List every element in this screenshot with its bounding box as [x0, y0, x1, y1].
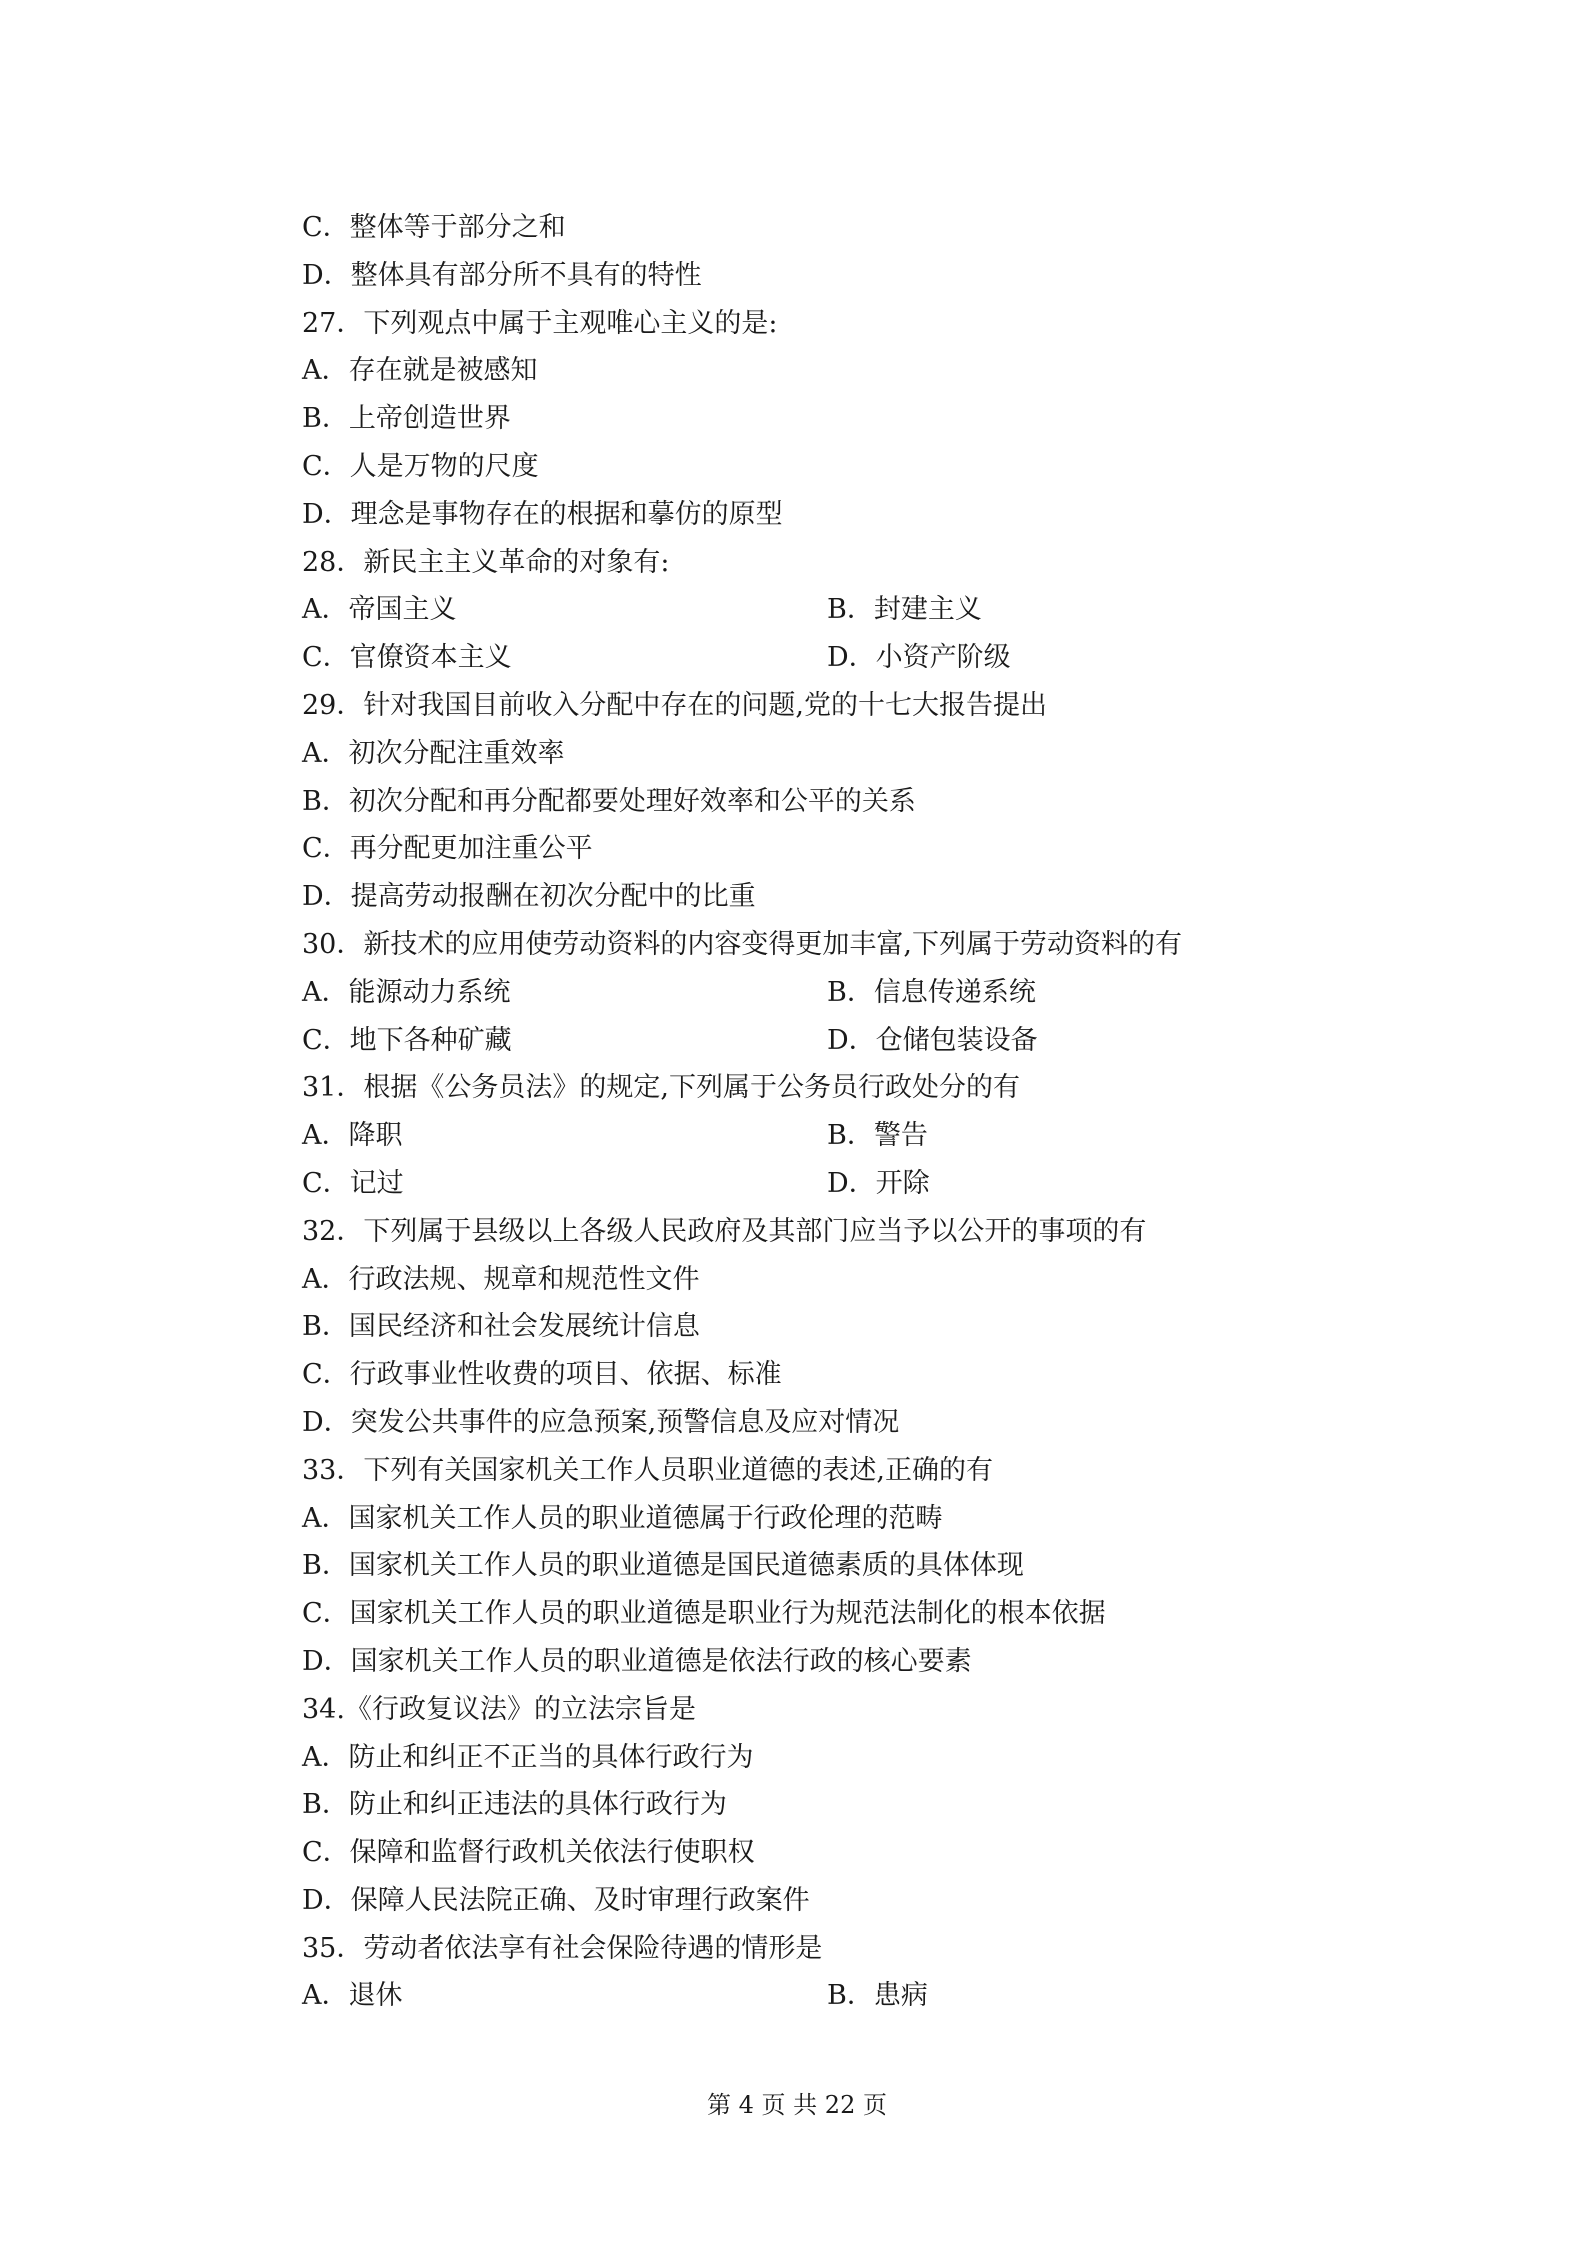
- line-text: D．整体具有部分所不具有的特性: [302, 259, 702, 291]
- line-text: C．国家机关工作人员的职业道德是职业行为规范法制化的根本依据: [302, 1598, 1106, 1630]
- text-line: [302, 1208, 1302, 1256]
- line-text: C．行政事业性收费的项目、依据、标准: [302, 1359, 782, 1391]
- line-text: C．保障和监督行政机关依法行使职权: [302, 1837, 755, 1869]
- line-text: B．国民经济和社会发展统计信息: [302, 1311, 700, 1343]
- text-line: [302, 1351, 1302, 1399]
- line-text: D．理念是事物存在的根据和摹仿的原型: [302, 498, 783, 530]
- text-line: [302, 1638, 1302, 1686]
- text-line: [302, 969, 1302, 1017]
- text-line: [302, 347, 1302, 395]
- page-footer: 第 4 页 共 22 页: [707, 2091, 887, 2119]
- text-line: [302, 1542, 1302, 1590]
- line-text-right: B．患病: [827, 1980, 928, 2012]
- line-text: D．保障人民法院正确、及时审理行政案件: [302, 1884, 810, 1916]
- line-text: B．上帝创造世界: [302, 403, 511, 435]
- line-text-right: D．开除: [827, 1167, 930, 1199]
- text-line: [302, 1303, 1302, 1351]
- line-text: 28．新民主主义革命的对象有:: [302, 546, 670, 578]
- line-text: D．突发公共事件的应急预案,预警信息及应对情况: [302, 1406, 900, 1438]
- question-list: [302, 204, 1302, 2020]
- line-text: A．防止和纠正不正当的具体行政行为: [302, 1741, 754, 1773]
- line-text-right: B．警告: [827, 1120, 928, 1152]
- text-line: [302, 825, 1302, 873]
- text-line: [302, 921, 1302, 969]
- line-text: D．国家机关工作人员的职业道德是依法行政的核心要素: [302, 1645, 972, 1677]
- text-line: [302, 1399, 1302, 1447]
- text-line: [302, 443, 1302, 491]
- line-text-right: B．信息传递系统: [827, 976, 1036, 1008]
- line-text: 30．新技术的应用使劳动资料的内容变得更加丰富,下列属于劳动资料的有: [302, 928, 1182, 960]
- text-line: [302, 204, 1302, 252]
- text-line: [302, 1064, 1302, 1112]
- text-line: [302, 1256, 1302, 1304]
- line-text: A．帝国主义: [302, 594, 457, 626]
- line-text: C．再分配更加注重公平: [302, 833, 593, 865]
- text-line: [302, 1829, 1302, 1877]
- line-text-right: D．仓储包装设备: [827, 1024, 1038, 1056]
- text-line: [302, 491, 1302, 539]
- line-text: C．整体等于部分之和: [302, 212, 566, 243]
- line-text: 29．针对我国目前收入分配中存在的问题,党的十七大报告提出: [302, 689, 1047, 721]
- line-text: A．初次分配注重效率: [302, 737, 565, 769]
- text-line: [302, 1877, 1302, 1925]
- line-text: A．存在就是被感知: [302, 355, 538, 387]
- text-line: [302, 586, 1302, 634]
- line-text: B．国家机关工作人员的职业道德是国民道德素质的具体体现: [302, 1550, 1024, 1582]
- text-line: [302, 1734, 1302, 1782]
- text-line: [302, 1686, 1302, 1734]
- text-line: [302, 300, 1302, 348]
- text-line: [302, 1160, 1302, 1208]
- text-line: [302, 1925, 1302, 1973]
- text-line: [302, 634, 1302, 682]
- line-text: A．降职: [302, 1120, 403, 1152]
- text-line: [302, 1112, 1302, 1160]
- line-text-right: B．封建主义: [827, 594, 982, 626]
- line-text: A．行政法规、规章和规范性文件: [302, 1263, 700, 1295]
- text-line: [302, 1972, 1302, 2020]
- line-text: A．国家机关工作人员的职业道德属于行政伦理的范畴: [302, 1502, 943, 1534]
- text-line: [302, 395, 1302, 443]
- text-line: [302, 682, 1302, 730]
- line-text: C．记过: [302, 1167, 404, 1199]
- text-line: [302, 1447, 1302, 1495]
- line-text: D．提高劳动报酬在初次分配中的比重: [302, 881, 756, 913]
- line-text: 35．劳动者依法享有社会保险待遇的情形是: [302, 1932, 823, 1964]
- line-text: C．地下各种矿藏: [302, 1024, 512, 1056]
- line-text: 32．下列属于县级以上各级人民政府及其部门应当予以公开的事项的有: [302, 1215, 1147, 1247]
- line-text: 34.《行政复议法》的立法宗旨是: [302, 1693, 696, 1725]
- text-line: [302, 730, 1302, 778]
- line-text: A．能源动力系统: [302, 976, 511, 1008]
- line-text-right: D．小资产阶级: [827, 642, 1011, 674]
- line-text: 33．下列有关国家机关工作人员职业道德的表述,正确的有: [302, 1454, 993, 1486]
- text-line: [302, 873, 1302, 921]
- text-line: [302, 1590, 1302, 1638]
- line-text: C．官僚资本主义: [302, 642, 512, 674]
- text-line: [302, 1781, 1302, 1829]
- text-line: [302, 778, 1302, 826]
- text-line: [302, 539, 1302, 587]
- line-text: B．初次分配和再分配都要处理好效率和公平的关系: [302, 785, 916, 817]
- line-text: 31．根据《公务员法》的规定,下列属于公务员行政处分的有: [302, 1072, 1020, 1104]
- text-line: [302, 1495, 1302, 1543]
- line-text: B．防止和纠正违法的具体行政行为: [302, 1789, 727, 1821]
- text-line: [302, 1017, 1302, 1065]
- line-text: A．退休: [302, 1980, 403, 2012]
- line-text: 27．下列观点中属于主观唯心主义的是:: [302, 307, 778, 339]
- line-text: C．人是万物的尺度: [302, 450, 539, 482]
- text-line: [302, 252, 1302, 300]
